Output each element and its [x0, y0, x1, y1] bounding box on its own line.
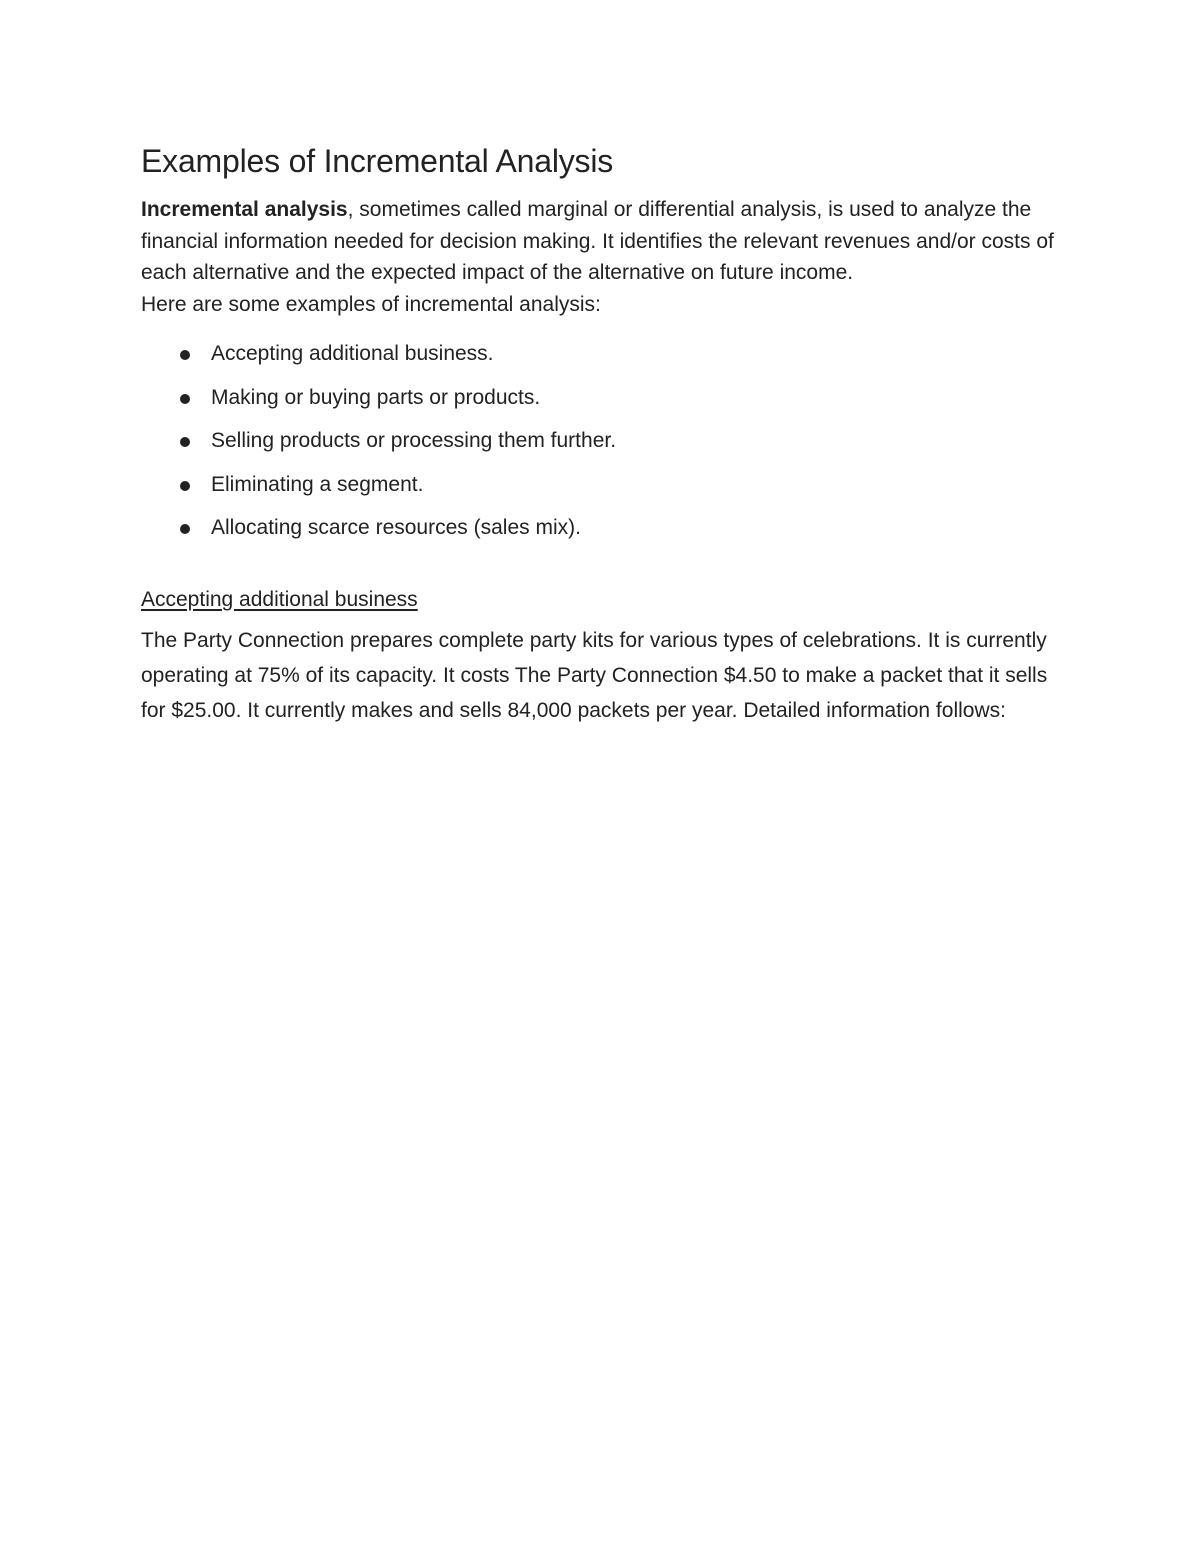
- section-heading: Accepting additional business: [141, 588, 418, 611]
- bullet-icon: [180, 437, 190, 447]
- document-page: [141, 140, 1061, 728]
- list-item-text: Making or buying parts or products.: [211, 385, 541, 409]
- bullet-icon: [180, 350, 190, 360]
- bullet-icon: [180, 524, 190, 534]
- list-item: [141, 514, 1061, 542]
- list-item: [141, 427, 1061, 455]
- list-item: [141, 384, 1061, 412]
- list-item: [141, 340, 1061, 368]
- list-item-text: Accepting additional business.: [211, 342, 494, 365]
- list-item-text: Allocating scarce resources (sales mix).: [211, 516, 581, 539]
- intro-definition: , sometimes called marginal or differential analysis, is used to analyze the financial information needed for decision making. It identifies the relevant revenues and/or costs of each alternative and the expected impact of the alternative on future income.: [141, 198, 1054, 284]
- list-item-text: Selling products or processing them further.: [211, 429, 617, 452]
- intro-term: Incremental analysis: [141, 198, 348, 221]
- examples-lead: Here are some examples of incremental analysis:: [141, 292, 601, 316]
- bullet-icon: [180, 481, 190, 491]
- examples-list: [141, 340, 1061, 542]
- list-item: [141, 471, 1061, 499]
- intro-paragraph: [141, 194, 1061, 320]
- list-item-text: Eliminating a segment.: [211, 472, 424, 496]
- bullet-icon: [180, 394, 190, 404]
- section-body: The Party Connection prepares complete party kits for various types of celebrations. It is currently operating at 75% of its capacity. It costs The Party Connection $4.50 to make a packet that it sells for $25.00. It currently makes and sells 84,000 packets per year. Detailed information follows:: [141, 629, 1048, 722]
- document-title: Examples of Incremental Analysis: [141, 143, 614, 179]
